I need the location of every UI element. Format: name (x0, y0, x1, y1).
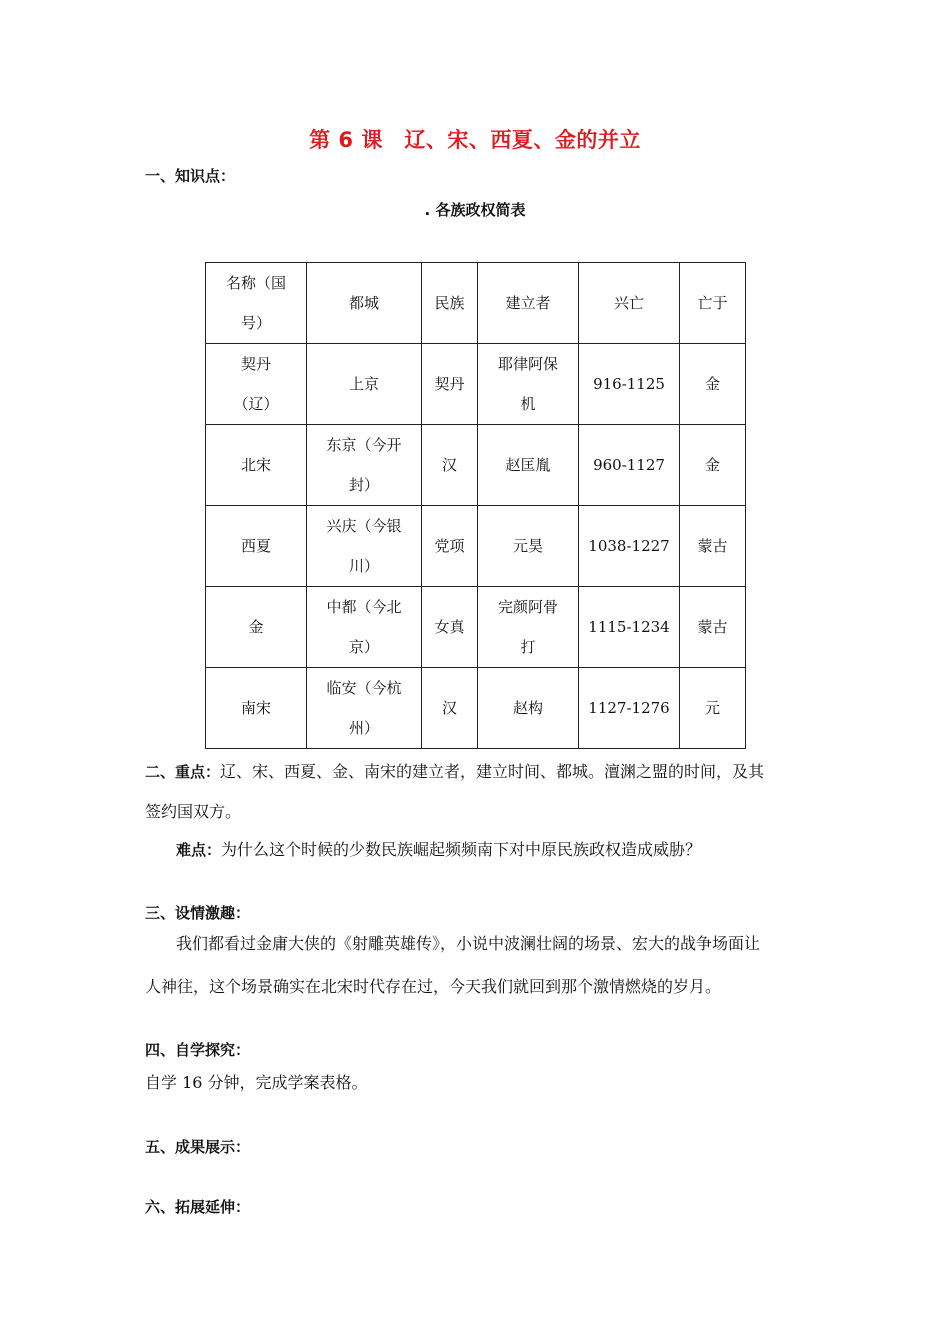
header-ethnicity: 民族 (422, 263, 478, 344)
header-name: 名称（国号） (206, 263, 307, 344)
key-points-line-2: 签约国双方。 (145, 802, 242, 821)
table-row (206, 506, 746, 587)
cell-capital: 上京 (307, 344, 422, 425)
header-founder: 建立者 (478, 263, 579, 344)
cell-fell-to: 金 (680, 344, 746, 425)
cell-name: 金 (206, 587, 307, 668)
cell-capital: 兴庆（今银川） (307, 506, 422, 587)
cell-ethnicity: 汉 (422, 425, 478, 506)
intro-line-1: 我们都看过金庸大侠的《射雕英雄传》，小说中波澜壮阔的场景、宏大的战争场面让 (176, 934, 761, 953)
section-3-heading: 三、设情激趣： (145, 904, 251, 922)
section-5-heading: 五、成果展示： (145, 1138, 251, 1156)
section-6-heading: 六、拓展延伸： (145, 1198, 251, 1216)
cell-ethnicity: 党项 (422, 506, 478, 587)
cell-name: 北宋 (206, 425, 307, 506)
cell-ethnicity: 女真 (422, 587, 478, 668)
cell-fell-to: 蒙古 (680, 506, 746, 587)
cell-name: 南宋 (206, 668, 307, 749)
self-study-text: 自学 16 分钟，完成学案表格。 (145, 1073, 368, 1092)
cell-founder: 完颜阿骨打 (478, 587, 579, 668)
cell-founder: 赵匡胤 (478, 425, 579, 506)
cell-ethnicity: 汉 (422, 668, 478, 749)
header-fell-to: 亡于 (680, 263, 746, 344)
regimes-table (205, 262, 746, 749)
cell-founder: 耶律阿保机 (478, 344, 579, 425)
cell-name: 西夏 (206, 506, 307, 587)
table-row (206, 344, 746, 425)
cell-period: 1115-1234 (579, 587, 680, 668)
cell-period: 1127-1276 (579, 668, 680, 749)
table-header-row (206, 263, 746, 344)
cell-founder: 赵构 (478, 668, 579, 749)
intro-line-2: 人神往，这个场景确实在北宋时代存在过，今天我们就回到那个激情燃烧的岁月。 (145, 977, 722, 996)
cell-capital: 中都（今北京） (307, 587, 422, 668)
cell-fell-to: 蒙古 (680, 587, 746, 668)
difficulty-line (176, 833, 701, 867)
cell-fell-to: 金 (680, 425, 746, 506)
cell-ethnicity: 契丹 (422, 344, 478, 425)
table-row (206, 425, 746, 506)
cell-period: 916-1125 (579, 344, 680, 425)
cell-period: 1038-1227 (579, 506, 680, 587)
cell-fell-to: 元 (680, 668, 746, 749)
key-points-text: 辽、宋、西夏、金、南宋的建立者，建立时间、都城。澶渊之盟的时间，及其 (220, 762, 765, 781)
cell-name: 契丹（辽） (206, 344, 307, 425)
cell-capital: 临安（今杭州） (307, 668, 422, 749)
table-row (206, 587, 746, 668)
difficulty-text: 为什么这个时候的少数民族崛起频频南下对中原民族政权造成威胁？ (221, 840, 702, 859)
table-caption: . 各族政权简表 (424, 201, 526, 219)
cell-capital: 东京（今开封） (307, 425, 422, 506)
cell-founder: 元昊 (478, 506, 579, 587)
section-4-heading: 四、自学探究： (145, 1041, 251, 1059)
key-points-line-1 (145, 755, 815, 789)
section-1-heading: 一、知识点： (145, 167, 236, 185)
table-row (206, 668, 746, 749)
header-period: 兴亡 (579, 263, 680, 344)
page-title: 第 6 课 辽、宋、西夏、金的并立 (309, 128, 641, 152)
difficulty-label: 难点： (176, 841, 222, 859)
section-2-heading: 二、重点： (145, 763, 221, 781)
header-capital: 都城 (307, 263, 422, 344)
cell-period: 960-1127 (579, 425, 680, 506)
